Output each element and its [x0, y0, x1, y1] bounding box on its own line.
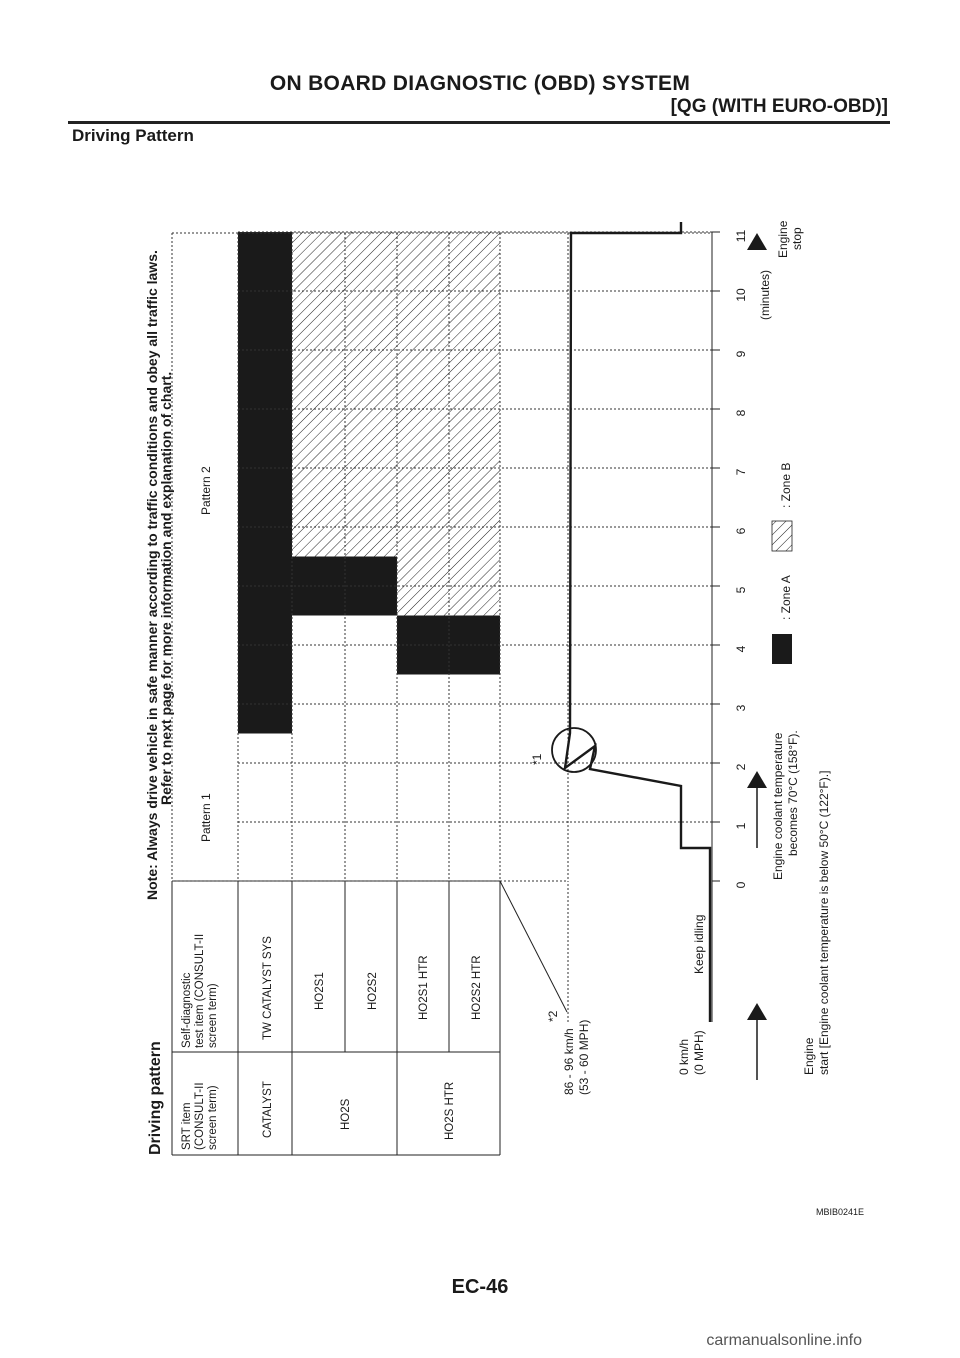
legend-zone-a-label: : Zone A — [779, 575, 793, 620]
time-tick-label-3: 3 — [734, 704, 748, 712]
zone-b-row-1 — [292, 232, 345, 557]
idle-to-speed-slope — [500, 881, 567, 1012]
idle-speed-mph: (0 MPH) — [692, 1030, 706, 1075]
mark-1: *1 — [530, 753, 544, 765]
row-catalyst-test: TW CATALYST SYS — [262, 936, 274, 1040]
time-tick-label-9: 9 — [734, 350, 748, 358]
row-ho2s-htr-srt: HO2S HTR — [444, 1081, 456, 1140]
note-line-2: Refer to next page for more information and explanation of chart. — [158, 371, 174, 805]
legend-zone-a-swatch — [772, 634, 792, 664]
time-tick-label-7: 7 — [734, 468, 748, 476]
zone-b-row-3 — [397, 232, 449, 616]
pattern-1-label: Pattern 1 — [199, 793, 213, 842]
self-diag-header-line-2: test item (CONSULT-II — [194, 933, 206, 1048]
row-ho2s2-test: HO2S2 — [367, 972, 379, 1010]
legend-zone-b-label: : Zone B — [779, 462, 793, 508]
engine-stop-line-2: stop — [790, 227, 804, 250]
time-tick-label-6: 6 — [734, 527, 748, 535]
legend-zone-b-swatch — [772, 521, 792, 551]
coolant-note-line-2: becomes 70°C (158°F). — [786, 730, 800, 856]
idle-speed-kmh: 0 km/h — [677, 1038, 691, 1075]
row-catalyst-srt: CATALYST — [262, 1081, 274, 1138]
zone-bars — [238, 232, 500, 734]
engine-start-note: start [Engine coolant temperature is below 50°C (122°F).] — [817, 770, 831, 1075]
time-axis-ticks — [712, 232, 720, 881]
note-line-1: Note: Always drive vehicle in safe manner according to traffic conditions and obey all traffic laws. — [144, 250, 160, 900]
srt-item-header-line-2: (CONSULT-II — [194, 1082, 206, 1150]
speed-trace — [500, 222, 710, 1022]
row-ho2s-srt: HO2S — [340, 1098, 352, 1130]
row-ho2s1-test: HO2S1 — [314, 972, 326, 1010]
page-header-title: ON BOARD DIAGNOSTIC (OBD) SYSTEM — [269, 72, 691, 95]
speed-trace-line — [565, 222, 710, 1022]
self-diag-header-line-1: Self-diagnostic — [181, 972, 193, 1048]
row-ho2s1-htr-test: HO2S1 HTR — [418, 955, 430, 1020]
time-tick-label-5: 5 — [734, 586, 748, 594]
engine-start-arrow-head — [747, 1003, 767, 1020]
high-speed-kmh: 86 - 96 km/h — [562, 1028, 576, 1095]
coolant-note-line-1: Engine coolant temperature — [771, 732, 785, 880]
time-tick-label-2: 2 — [734, 763, 748, 771]
watermark: carmanualsonline.info — [706, 1332, 862, 1349]
engine-stop-arrow-head — [747, 233, 767, 250]
time-axis-unit: (minutes) — [758, 269, 772, 320]
time-tick-label-10: 10 — [734, 288, 748, 302]
engine-stop-marker — [747, 220, 804, 258]
engine-start-label: Engine — [802, 1037, 816, 1075]
srt-item-header — [181, 1082, 219, 1150]
keep-idling-label: Keep idling — [692, 914, 706, 974]
zone-b-row-2 — [345, 232, 397, 557]
time-tick-label-0: 0 — [734, 881, 748, 889]
srt-item-header-line-3: screen term) — [207, 1085, 219, 1150]
time-tick-label-4: 4 — [734, 645, 748, 653]
time-tick-label-11: 11 — [734, 229, 748, 243]
pattern-2-label: Pattern 2 — [199, 466, 213, 515]
page-header-subtitle: [QG (WITH EURO-OBD)] — [670, 96, 888, 117]
coolant-arrow-head — [747, 771, 767, 788]
srt-item-header-line-1: SRT item — [181, 1102, 193, 1150]
page-number: EC-46 — [451, 1276, 509, 1298]
zone-b-row-4 — [449, 232, 500, 616]
time-axis-labels — [734, 229, 748, 888]
zone-a-row-0 — [238, 232, 292, 734]
mark-2: *2 — [546, 1010, 560, 1022]
time-tick-label-1: 1 — [734, 822, 748, 830]
section-title: Driving Pattern — [72, 126, 194, 145]
row-ho2s2-htr-test: HO2S2 HTR — [471, 955, 483, 1020]
figure-id: MBIB0241E — [816, 1207, 865, 1217]
time-tick-label-8: 8 — [734, 409, 748, 417]
engine-stop-line-1: Engine — [776, 220, 790, 258]
self-diag-header — [181, 934, 219, 1048]
legend — [772, 463, 793, 664]
time-axis — [712, 229, 772, 1022]
high-speed-mph: (53 - 60 MPH) — [577, 1019, 591, 1095]
self-diag-header-line-3: screen term) — [207, 983, 219, 1048]
coolant-marker — [747, 730, 800, 880]
diagram-heading: Driving pattern — [147, 1041, 164, 1155]
